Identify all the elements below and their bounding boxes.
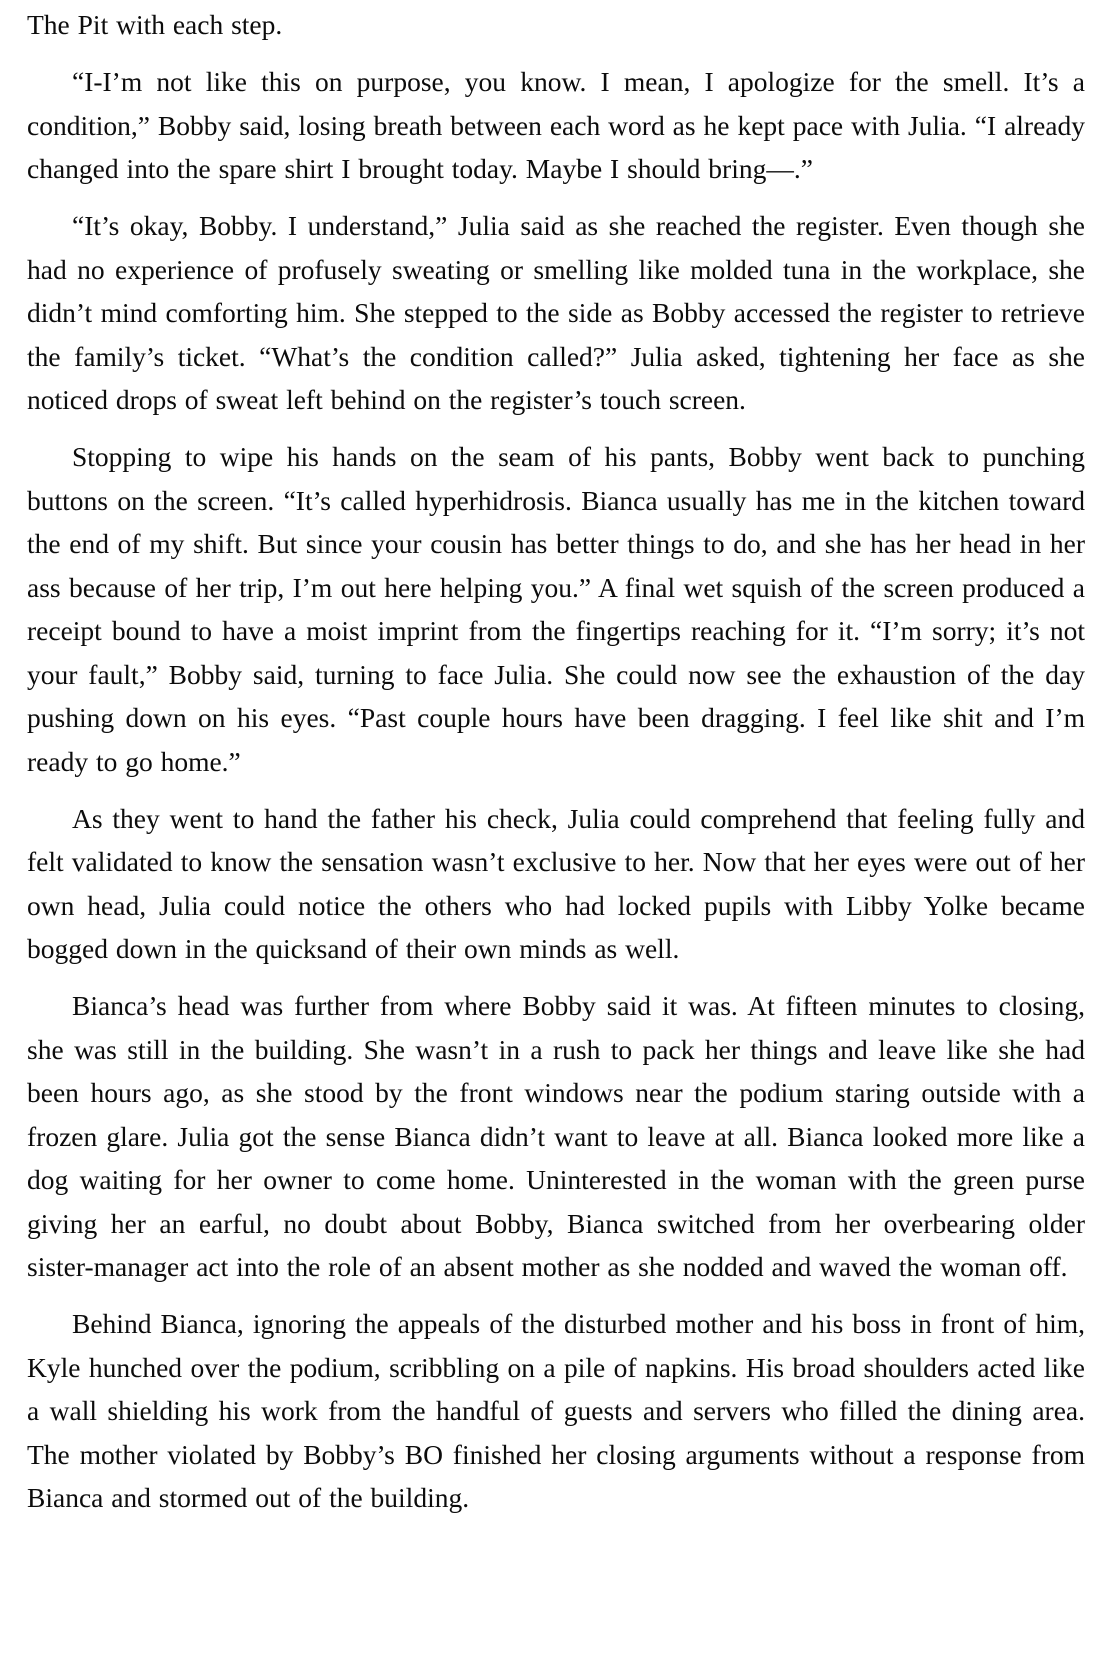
paragraph-5: As they went to hand the father his check, Julia could comprehend that feeling fully and felt validated to know the sensation wasn’t exclusive to her. Now that her eyes were out of her own head, Julia could notice the others who had locked pupils with Libby Yolke became bogged down in the quicksand of their own minds as well. — [27, 802, 1085, 964]
paragraph-4: Stopping to wipe his hands on the seam of his pants, Bobby went back to punching buttons on the screen. “It’s called hyperhidrosis. Bianca usually has me in the kitchen toward the end of my shift. But since your cousin has better things to do, and she has her head in her ass because of her trip, I’m out here helping you.” A final wet squish of the screen produced a receipt bound to have a moist imprint from the fingertips reaching for it. “I’m sorry; it’s not your fault,” Bobby said, turning to face Julia. She could now see the exhaustion of the day pushing down on his eyes. “Past couple hours have been dragging. I feel like shit and I’m ready to go home.” — [27, 441, 1085, 777]
paragraph-6: Bianca’s head was further from where Bobby said it was. At fifteen minutes to closing, she was still in the building. She wasn’t in a rush to pack her things and leave like she had been hours ago, as she stood by the front windows near the podium staring outside with a frozen glare. Julia got the sense Bianca didn’t want to leave at all. Bianca looked more like a dog waiting for her owner to come home. Uninterested in the woman with the green purse giving her an earful, no doubt about Bobby, Bianca switched from her overbearing older sister-manager act into the role of an absent mother as she nodded and waved the woman off. — [27, 990, 1085, 1282]
paragraph-2: “I-I’m not like this on purpose, you know. I mean, I apologize for the smell. It’s a condition,” Bobby said, losing breath between each word as he kept pace with Julia. “I already changed into the spare shirt I brought today. Maybe I should bring—.” — [27, 66, 1085, 184]
paragraph-3: “It’s okay, Bobby. I understand,” Julia said as she reached the register. Even though she had no experience of profusely sweating or smelling like molded tuna in the workplace, she didn’t mind comforting him. She stepped to the side as Bobby accessed the register to retrieve the family’s ticket. “What’s the condition called?” Julia asked, tightening her face as she noticed drops of sweat left behind on the register’s touch screen. — [27, 210, 1085, 415]
paragraph-7: Behind Bianca, ignoring the appeals of the disturbed mother and his boss in front of him, Kyle hunched over the podium, scribbling on a pile of napkins. His broad shoulders acted like a wall shielding his work from the handful of guests and servers who filled the dining area. The mother violated by Bobby’s BO finished her closing arguments without a response from Bianca and stormed out of the building. — [27, 1308, 1085, 1513]
paragraph-1: The Pit with each step. — [27, 9, 283, 40]
